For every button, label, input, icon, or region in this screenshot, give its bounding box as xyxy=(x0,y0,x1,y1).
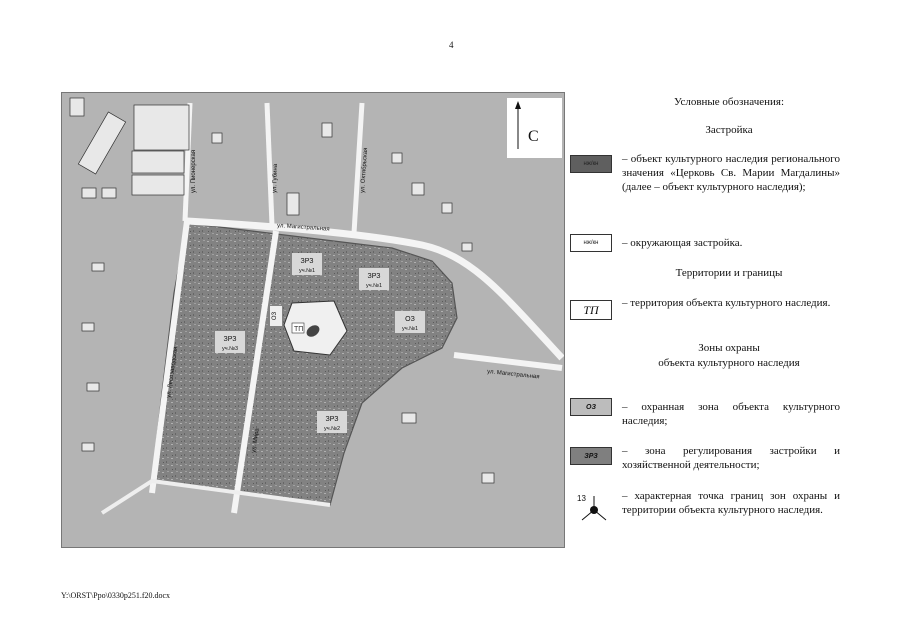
street-mira: ул. Мира xyxy=(251,427,261,454)
swatch-heritage: нж/кн xyxy=(570,155,612,173)
zrz2-label: ЗРЗ xyxy=(325,416,339,423)
zrz1-right-label: ЗРЗ xyxy=(367,273,381,280)
zrz1-right-sublabel: уч.№1 xyxy=(365,283,383,289)
zrz1-top-sublabel: уч.№1 xyxy=(298,268,316,274)
swatch-surrounding: нж/кн xyxy=(570,234,612,252)
zrz1-top-label: ЗРЗ xyxy=(300,258,314,265)
street-gubina: ул. Губина xyxy=(272,163,280,194)
characteristic-point-symbol xyxy=(574,490,614,526)
oz1-label: ОЗ xyxy=(405,316,415,323)
legend-section-zones-1: Зоны охраны xyxy=(698,342,760,354)
footer-path: Y:\ORST\Ppo\0330p251.f20.docx xyxy=(61,591,171,600)
street-lesozavodskaya: ул. Лесозаводская xyxy=(166,346,180,399)
street-magistral-right: ул. Магистральная xyxy=(486,369,540,381)
street-pionerskaya: ул. Пионерская xyxy=(191,149,197,193)
page-number: 4 xyxy=(449,40,454,50)
point-number: 13 xyxy=(577,494,586,503)
legend-title: Условные обозначения: xyxy=(673,96,785,108)
north-label: С xyxy=(528,128,539,145)
legend-heritage-text: – объект культурного наследия регионального значения «Церковь Св. Марии Магдалины» (далее – объект культурного наследия); xyxy=(622,153,840,193)
swatch-zrz: ЗРЗ xyxy=(570,447,612,465)
legend-oz-text: – охранная зона объекта культурного наследия; xyxy=(622,401,840,427)
legend-surrounding-text: – окружающая застройка. xyxy=(622,237,743,249)
zrz3-label: ЗРЗ xyxy=(223,336,237,343)
legend-section-buildings: Застройка xyxy=(705,124,753,136)
oz1-sublabel: уч.№1 xyxy=(401,326,419,332)
swatch-oz: ОЗ xyxy=(570,398,612,416)
legend-point-text: – характерная точка границ зон охраны и территории объекта культурного наследия. xyxy=(622,490,840,516)
map-image xyxy=(61,92,565,548)
legend-section-territories: Территории и границы xyxy=(675,267,783,279)
street-magistral-top: ул. Магистральная xyxy=(276,223,330,233)
legend-section-zones-2: объекта культурного наследия xyxy=(658,357,800,369)
zrz3-sublabel: уч.№3 xyxy=(221,346,239,352)
oz-vertical-label: ОЗ xyxy=(272,311,278,321)
label-tp: ТП xyxy=(294,326,304,333)
legend-territory-text: – территория объекта культурного наследия. xyxy=(622,297,831,309)
street-oktyabrskaya: ул. Октябрьская xyxy=(360,147,370,194)
north-arrow xyxy=(507,98,562,158)
legend-zrz-text: – зона регулирования застройки и хозяйственной деятельности; xyxy=(622,445,840,471)
swatch-territory: ТП xyxy=(570,300,612,320)
zrz2-sublabel: уч.№2 xyxy=(323,426,341,432)
